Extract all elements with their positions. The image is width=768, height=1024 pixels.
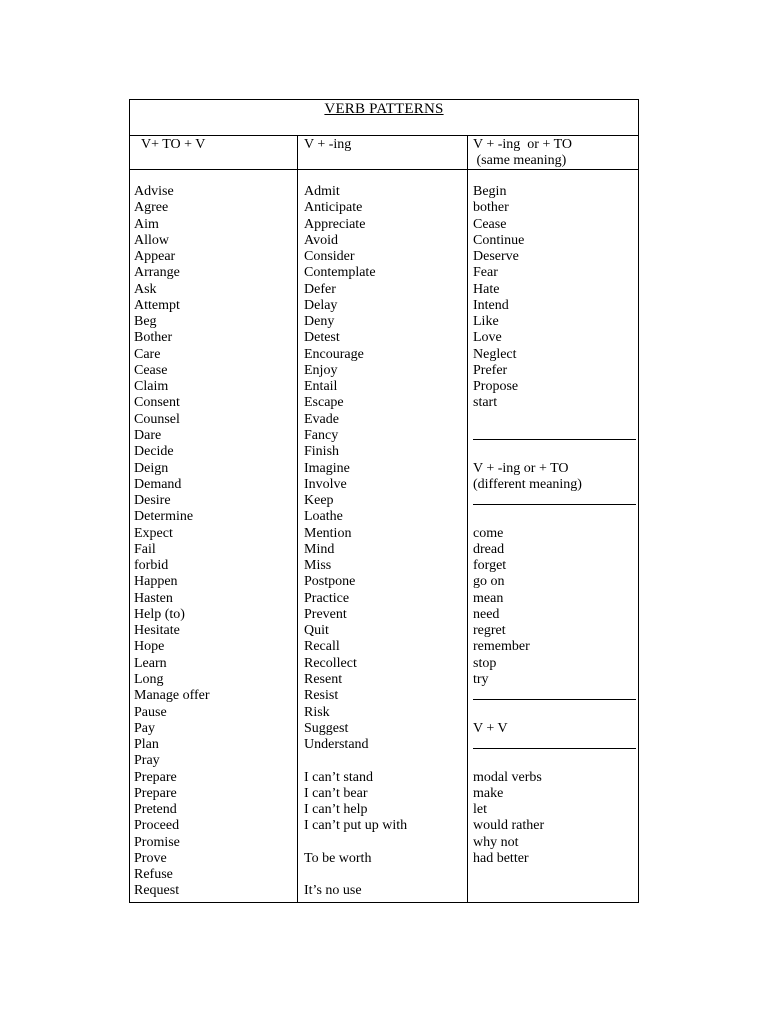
verb-entry: Bother [134,330,173,346]
verb-entry: Fail [134,541,156,557]
verb-entry: Escape [304,395,344,411]
verb-entry: Deny [304,314,335,330]
verb-entry: To be worth [304,850,372,866]
page-title: VERB PATTERNS [324,101,444,117]
verb-entry: Fear [473,265,498,281]
verb-entry: It’s no use [304,883,362,899]
verb-entry: Risk [304,704,330,720]
verb-entry: Practice [304,590,350,606]
column-divider [297,136,298,902]
verb-entry: Prepare [134,769,177,785]
to-infinitive-verb-list [134,184,210,900]
verb-entry: Advise [134,184,174,199]
verb-entry: I can’t stand [304,769,373,785]
verb-entry [304,753,407,769]
verb-entry: Hesitate [134,623,180,639]
verb-entry: Finish [304,444,340,460]
verb-entry: Long [134,671,164,687]
verb-entry: Postpone [304,574,356,590]
verb-entry: Allow [134,232,169,248]
verb-entry: Prove [134,850,167,866]
verb-entry: Intend [473,297,509,313]
separator-rule [473,493,636,509]
separator-rule [473,428,636,444]
verb-entry: Continue [473,232,525,248]
verb-entry: Pause [134,704,167,720]
verb-entry: Aim [134,216,159,232]
mixed-pattern-verb-list [473,184,636,867]
verb-entry: Suggest [304,720,349,736]
verb-entry: Delay [304,297,338,313]
verb-entry: Prevent [304,606,347,622]
verb-entry: Begin [473,184,507,199]
verb-entry: Dare [134,427,162,443]
underline-rule [473,688,636,700]
verb-entry: Help (to) [134,606,185,622]
verb-entry [473,412,636,428]
verb-entry: Understand [304,737,369,753]
verb-entry: Ask [134,281,157,297]
verb-entry: Like [473,314,499,330]
verb-entry: Love [473,330,502,346]
verb-entry: Avoid [304,232,338,248]
verb-entry: need [473,606,500,622]
verb-entry: let [473,802,487,818]
verb-entry: try [473,671,489,687]
gerund-verb-list [304,184,407,900]
verb-entry: mean [473,590,504,606]
column-header-both-line2: (same meaning) [473,153,567,168]
verb-entry: Encourage [304,346,364,362]
verb-entry: Resist [304,688,339,704]
verb-entry: Defer [304,281,336,297]
verb-entry: Propose [473,379,519,395]
verb-entry: make [473,785,504,801]
verb-entry: Fancy [304,427,339,443]
verb-entry: Involve [304,476,347,492]
verb-entry [473,444,636,460]
verb-entry [304,867,407,883]
verb-entry: Miss [304,558,332,574]
column-divider [467,136,468,902]
verb-entry: remember [473,639,530,655]
verb-entry [473,705,636,721]
verb-entry: Consent [134,395,180,411]
verb-entry: come [473,525,504,541]
verb-entry: Counsel [134,411,180,427]
verb-entry: Recall [304,639,340,655]
verb-entry: had better [473,850,529,866]
verb-entry: stop [473,655,497,671]
verb-entry: dread [473,541,505,557]
verb-entry: Appear [134,249,176,265]
verb-entry: Attempt [134,297,180,313]
verb-patterns-table [129,99,639,903]
verb-entry: Enjoy [304,362,338,378]
verb-entry: bother [473,200,509,216]
verb-entry: Anticipate [304,200,363,216]
verb-entry: Happen [134,574,178,590]
verb-entry: Mention [304,525,352,541]
verb-entry: Pretend [134,802,177,818]
verb-entry: Admit [304,184,340,199]
verb-entry: Quit [304,623,329,639]
verb-entry: Decide [134,444,174,460]
verb-entry: regret [473,623,506,639]
verb-entry: Agree [134,200,169,216]
column-header-both-same-meaning [473,137,572,169]
verb-entry: would rather [473,818,545,834]
verb-entry: Manage offer [134,688,210,704]
underline-rule [473,493,636,505]
verb-entry: Prepare [134,785,177,801]
verb-entry: Evade [304,411,339,427]
verb-entry: Prefer [473,362,508,378]
verb-entry: Neglect [473,346,517,362]
verb-entry: Care [134,346,161,362]
verb-entry: (different meaning) [473,476,582,492]
underline-rule [473,737,636,749]
verb-entry: Detest [304,330,340,346]
verb-entry: Resent [304,671,343,687]
verb-entry: Refuse [134,867,173,883]
verb-entry: Arrange [134,265,180,281]
verb-entry: Imagine [304,460,350,476]
verb-entry: Keep [304,493,334,509]
verb-entry [473,509,636,525]
verb-entry: I can’t bear [304,785,368,801]
title-row [130,100,638,136]
verb-entry: Learn [134,655,167,671]
verb-entry: Plan [134,737,159,753]
verb-entry: Hope [134,639,165,655]
verb-entry: forget [473,558,507,574]
verb-entry: Expect [134,525,173,541]
column-header-both-line1: V + -ing or + TO [473,137,573,152]
verb-entry: Hate [473,281,500,297]
verb-entry: Hasten [134,590,173,606]
column-header-gerund: V + -ing [304,137,352,152]
verb-entry: Deign [134,460,169,476]
verb-entry: Consider [304,249,355,265]
verb-entry: Loathe [304,509,343,525]
verb-entry: Request [134,883,180,899]
verb-entry: start [473,395,498,411]
verb-entry: Recollect [304,655,357,671]
verb-entry: Deserve [473,249,519,265]
separator-rule [473,688,636,704]
verb-entry: Determine [134,509,194,525]
verb-entry: Cease [473,216,507,232]
verb-entry: go on [473,574,505,590]
verb-entry: why not [473,834,519,850]
verb-entry: Beg [134,314,157,330]
verb-entry: Mind [304,541,335,557]
underline-rule [473,428,636,440]
verb-entry: I can’t put up with [304,818,408,834]
verb-entry: Cease [134,362,168,378]
verb-entry: Desire [134,493,171,509]
verb-entry: I can’t help [304,802,368,818]
verb-entry: Contemplate [304,265,376,281]
column-header-to-infinitive: V+ TO + V [141,137,206,152]
verb-entry: Proceed [134,818,180,834]
verb-entry: V + -ing or + TO [473,460,569,476]
verb-entry: Entail [304,379,338,395]
header-row [130,136,638,170]
separator-rule [473,737,636,753]
verb-entry [304,835,407,851]
verb-entry: forbid [134,558,169,574]
verb-entry: Pray [134,753,160,769]
verb-entry: V + V [473,720,508,736]
verb-entry: Promise [134,834,180,850]
verb-entry: modal verbs [473,769,542,785]
verb-entry: Pay [134,720,155,736]
verb-entry: Appreciate [304,216,366,232]
verb-entry: Demand [134,476,182,492]
verb-entry [473,753,636,769]
verb-entry: Claim [134,379,169,395]
